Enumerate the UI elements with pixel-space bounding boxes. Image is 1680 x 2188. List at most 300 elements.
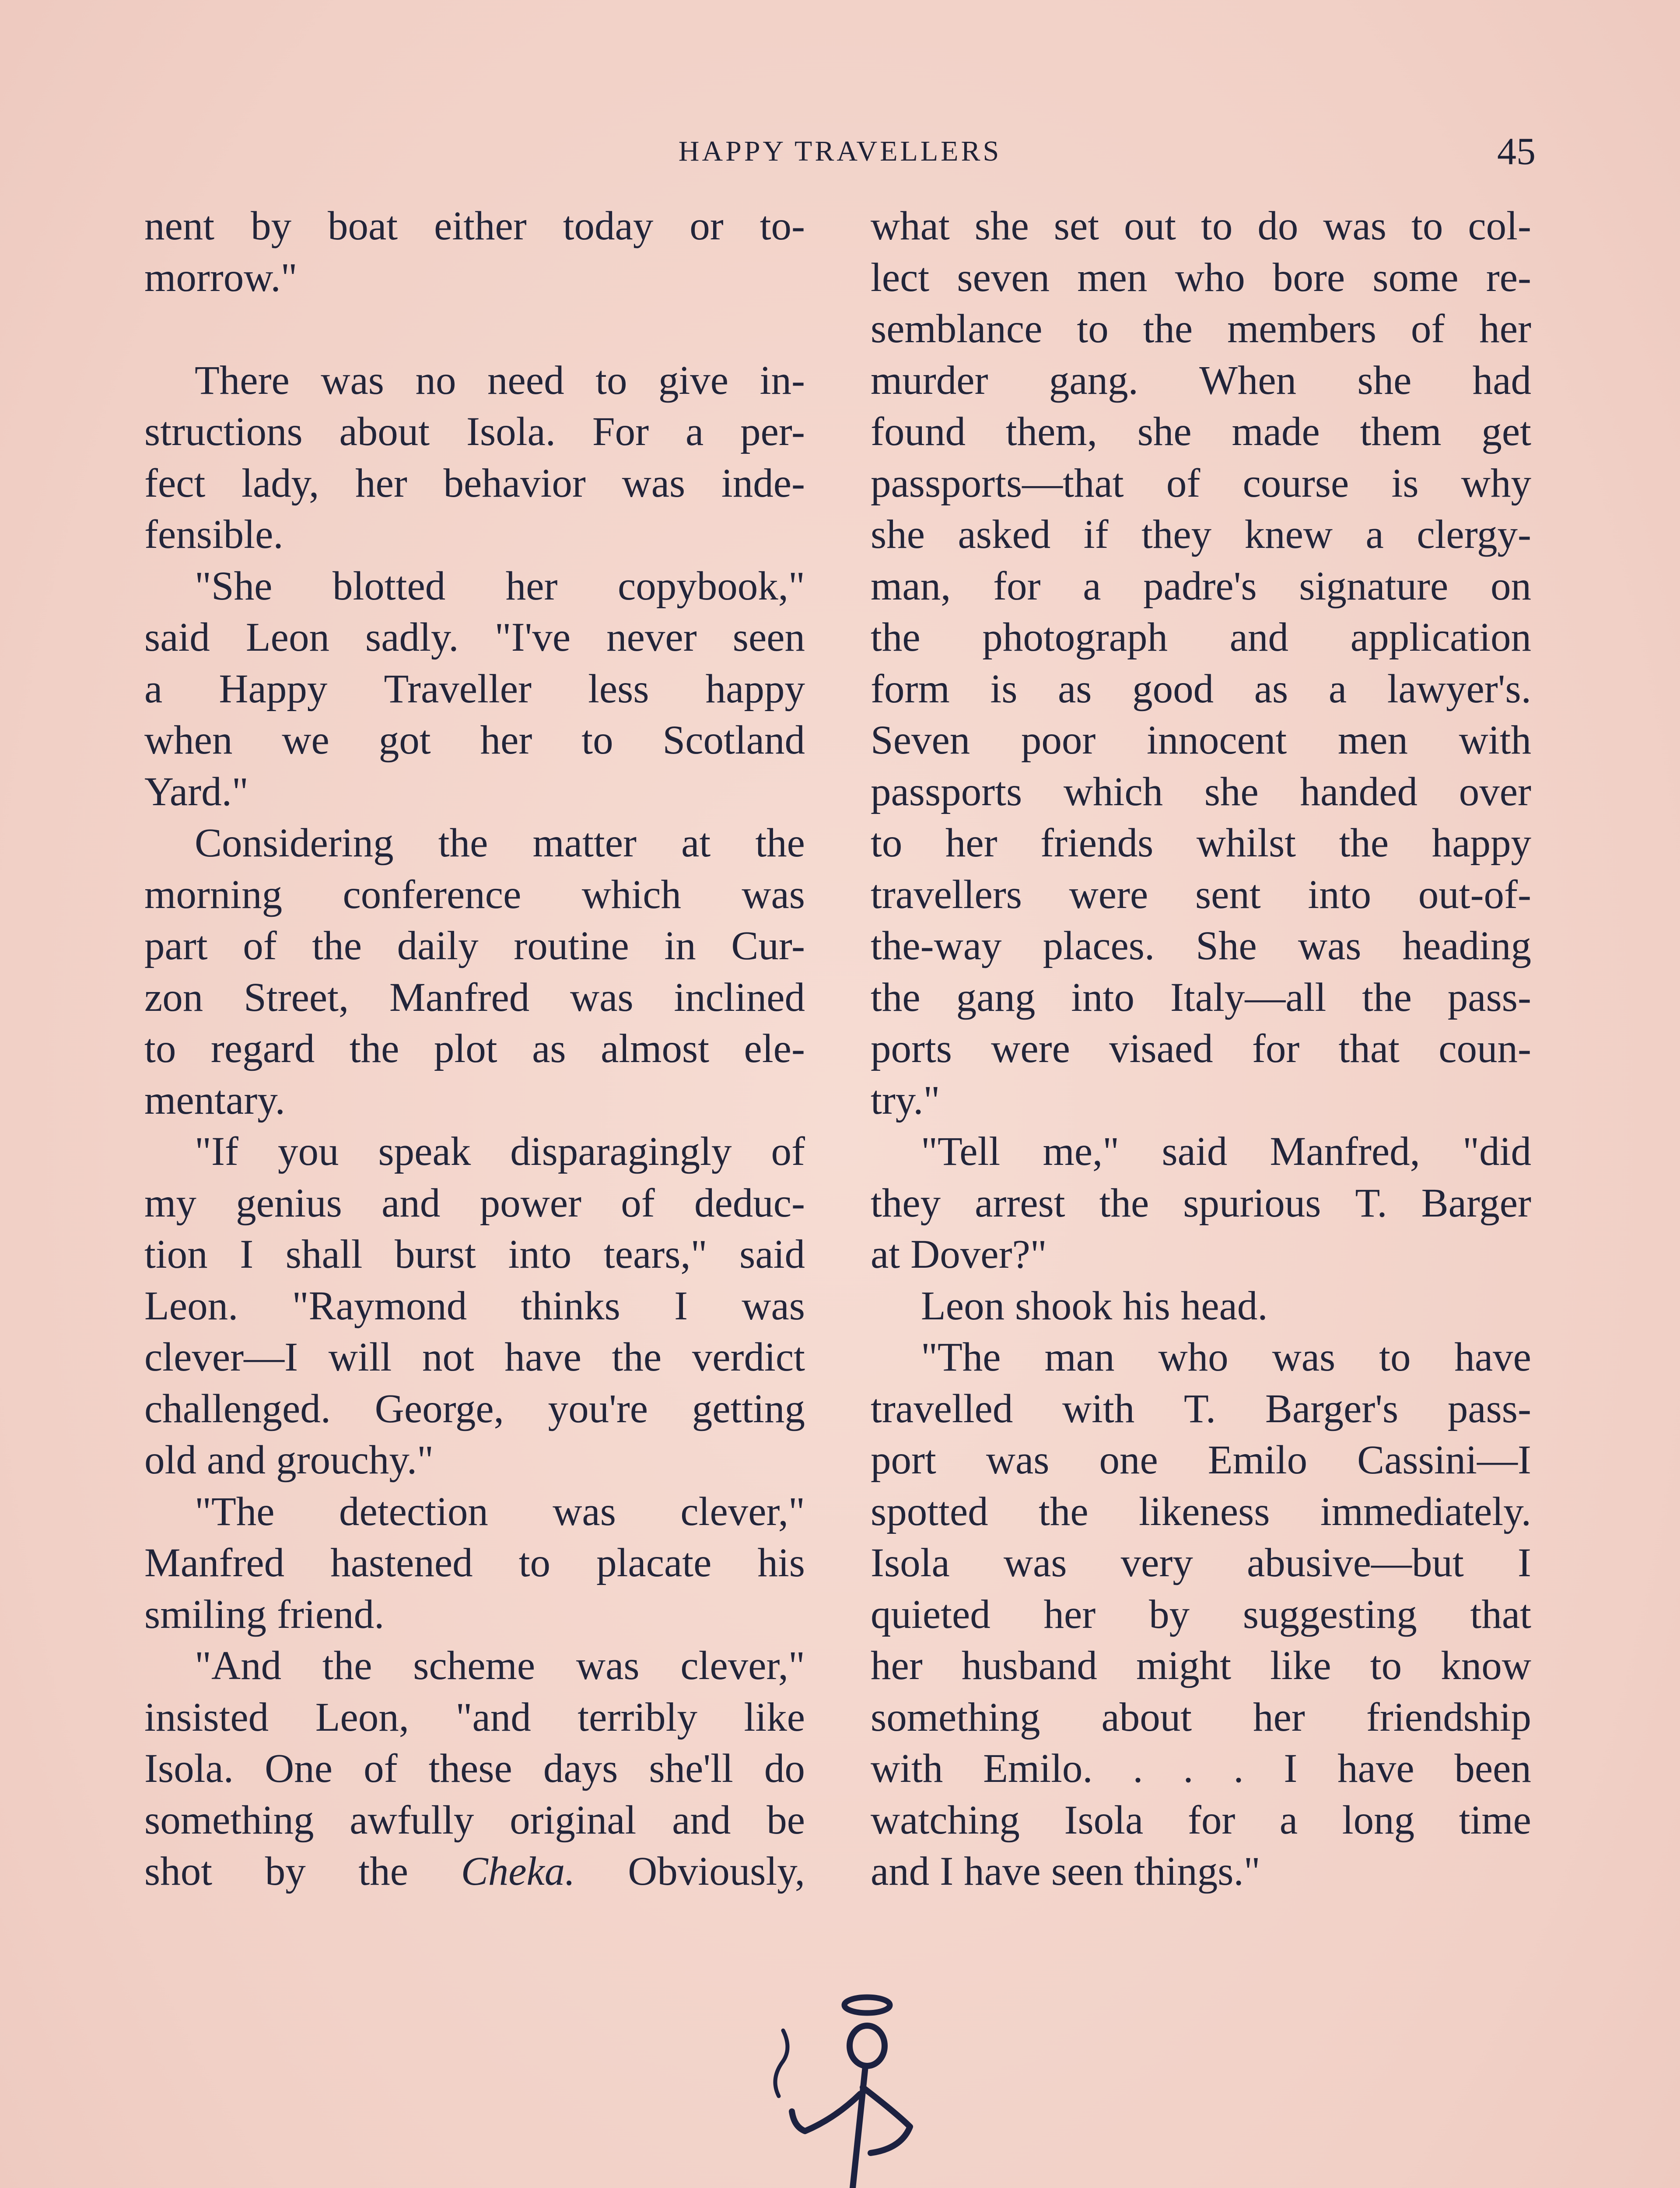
word: inde-	[721, 460, 805, 506]
word: "and	[455, 1694, 531, 1740]
word: re-	[1486, 255, 1531, 300]
word: was	[1323, 203, 1386, 249]
word: morrow."	[144, 255, 298, 300]
word: and	[1229, 615, 1289, 660]
word: with	[871, 1746, 943, 1791]
word: that	[1470, 1592, 1531, 1637]
word: friends	[1040, 820, 1154, 866]
word: her	[871, 1643, 923, 1688]
word: about	[1101, 1694, 1192, 1740]
word: "And	[195, 1643, 282, 1688]
word: the	[322, 1643, 372, 1688]
word: the	[1143, 306, 1193, 351]
word: out	[1124, 203, 1176, 249]
word: a	[685, 409, 704, 454]
word: scheme	[413, 1643, 536, 1688]
word: days	[543, 1746, 618, 1791]
word: why	[1461, 460, 1531, 506]
word: a	[1365, 512, 1384, 557]
word: pass-	[1447, 1386, 1531, 1431]
word: things."	[1134, 1849, 1260, 1894]
word: Emilo	[1208, 1438, 1308, 1483]
word: Isola.	[144, 1746, 234, 1791]
text-line	[144, 972, 805, 1024]
text-line	[144, 1537, 805, 1589]
word: over	[1459, 769, 1531, 814]
text-line	[144, 920, 805, 972]
word: what	[871, 203, 950, 249]
word: to	[595, 358, 627, 403]
word: I	[1517, 1540, 1531, 1585]
word: blotted	[332, 563, 446, 609]
word: Barger	[1421, 1180, 1531, 1226]
word: try."	[871, 1077, 940, 1123]
text-line	[871, 1692, 1531, 1743]
word: plot	[434, 1026, 497, 1071]
word: I	[1284, 1746, 1298, 1791]
word: shook	[1015, 1283, 1113, 1329]
word: Manfred	[389, 975, 530, 1020]
text-line	[871, 406, 1531, 458]
word: men	[1337, 718, 1408, 763]
word: lect	[871, 255, 930, 300]
word: getting	[692, 1386, 805, 1431]
word: ports	[871, 1026, 952, 1071]
text-line	[144, 1640, 805, 1692]
word: her	[480, 718, 532, 763]
word: to	[1077, 306, 1109, 351]
word: detection	[339, 1489, 488, 1534]
word: by	[251, 203, 292, 249]
word: they	[871, 1180, 941, 1226]
text-line	[144, 458, 805, 509]
word: his	[1123, 1283, 1170, 1329]
text-line	[871, 1383, 1531, 1435]
word: per-	[740, 409, 805, 454]
word: was	[622, 460, 686, 506]
word: Happy	[219, 666, 328, 712]
word: have	[504, 1335, 581, 1380]
word: port	[871, 1438, 936, 1483]
word: the	[612, 1335, 662, 1380]
word: of	[1410, 306, 1445, 351]
word: original	[510, 1797, 637, 1843]
word: give	[658, 358, 729, 403]
text-line	[871, 1178, 1531, 1229]
word: Cur-	[731, 923, 805, 968]
text-line	[144, 1692, 805, 1743]
word: the-way	[871, 923, 1002, 968]
word: of	[771, 1129, 805, 1174]
word: ele-	[744, 1026, 805, 1071]
text-line	[871, 509, 1531, 561]
word: was	[570, 975, 634, 1020]
word: Considering	[195, 820, 394, 866]
word: signature	[1299, 563, 1449, 609]
word: into	[1071, 975, 1134, 1020]
word: got	[378, 718, 431, 763]
word: shall	[285, 1232, 363, 1277]
word: is	[1391, 460, 1419, 506]
word: clever,"	[680, 1489, 805, 1534]
word: her	[355, 460, 407, 506]
word: burst	[395, 1232, 476, 1277]
word: Isola	[871, 1540, 950, 1585]
word: lawyer's.	[1387, 666, 1531, 712]
word: verdict	[692, 1335, 805, 1380]
text-line	[871, 1434, 1531, 1486]
text-line	[871, 715, 1531, 766]
word: conference	[343, 872, 522, 917]
word: to	[1411, 203, 1443, 249]
word: Obviously,	[628, 1849, 805, 1894]
word: tion	[144, 1232, 208, 1277]
word: she	[1137, 409, 1192, 454]
word: into	[1308, 872, 1372, 917]
text-line	[144, 1332, 805, 1383]
word: clever,"	[680, 1643, 805, 1688]
word: them,	[1005, 409, 1097, 454]
word: for	[1187, 1797, 1236, 1843]
text-line	[144, 1178, 805, 1229]
word: men	[1077, 255, 1148, 300]
word: lady,	[242, 460, 319, 506]
word: the	[871, 975, 920, 1020]
word: clergy-	[1417, 512, 1531, 557]
word: to	[1200, 203, 1233, 249]
word: visaed	[1109, 1026, 1213, 1071]
word: about	[339, 409, 430, 454]
word: places.	[1043, 923, 1155, 968]
word: gang.	[1049, 358, 1138, 403]
word: structions	[144, 409, 303, 454]
word: and	[672, 1797, 731, 1843]
word: When	[1199, 358, 1297, 403]
word: She	[1196, 923, 1257, 968]
word: she	[1357, 358, 1412, 403]
word: Seven	[871, 718, 970, 763]
word: sent	[1195, 872, 1261, 917]
word: she	[974, 203, 1029, 249]
word: morning	[144, 872, 283, 917]
word: clever—I	[144, 1335, 298, 1380]
word: daily	[397, 923, 479, 968]
word: T.	[1355, 1180, 1387, 1226]
word: you're	[548, 1386, 648, 1431]
word: have	[1337, 1746, 1414, 1791]
text-line	[871, 663, 1531, 715]
word: fect	[144, 460, 206, 506]
word: one	[1099, 1438, 1158, 1483]
text-line	[144, 1023, 805, 1075]
word: you	[277, 1129, 339, 1174]
text-line	[144, 1075, 805, 1126]
word: of	[243, 923, 277, 968]
word: hastened	[330, 1540, 473, 1585]
text-line	[144, 1229, 805, 1280]
text-line	[871, 355, 1531, 407]
text-line	[144, 1280, 805, 1332]
word: mentary.	[144, 1077, 285, 1123]
word: suggesting	[1242, 1592, 1417, 1637]
word: need	[487, 358, 564, 403]
word: get	[1481, 409, 1531, 454]
word: Leon	[245, 615, 329, 660]
word: poor	[1021, 718, 1096, 763]
word: semblance	[871, 306, 1043, 351]
text-line	[144, 561, 805, 612]
word: if	[1083, 512, 1109, 557]
text-line	[144, 1383, 805, 1435]
word: very	[1120, 1540, 1193, 1585]
word: padre's	[1143, 563, 1257, 609]
word: with	[1062, 1386, 1135, 1431]
word: challenged.	[144, 1386, 331, 1431]
word: friend.	[277, 1592, 385, 1637]
text-column-right	[871, 200, 1531, 1897]
word: when	[144, 718, 233, 763]
word: part	[144, 923, 208, 968]
word: was	[1272, 1335, 1336, 1380]
page-number: 45	[1497, 130, 1536, 173]
word: of	[1166, 460, 1200, 506]
text-line	[871, 1332, 1531, 1383]
word: them	[1360, 409, 1442, 454]
word: had	[1472, 358, 1531, 403]
text-line	[871, 1589, 1531, 1641]
word: something	[144, 1797, 314, 1843]
word: that	[1338, 1026, 1400, 1071]
word: her	[1479, 306, 1531, 351]
word: we	[282, 718, 329, 763]
word: in	[664, 923, 696, 968]
word: murder	[871, 358, 988, 403]
word: her	[1253, 1694, 1305, 1740]
text-line	[871, 1640, 1531, 1692]
text-line	[144, 1434, 805, 1486]
text-line	[144, 406, 805, 458]
text-line	[144, 715, 805, 766]
word: of	[621, 1180, 655, 1226]
word: For	[592, 409, 649, 454]
text-line	[871, 1229, 1531, 1280]
word: will	[328, 1335, 392, 1380]
word: application	[1350, 615, 1531, 660]
word: "I've	[494, 615, 571, 660]
word: for	[993, 563, 1041, 609]
text-line	[871, 920, 1531, 972]
word: something	[871, 1694, 1040, 1740]
word: is	[990, 666, 1018, 712]
word: the	[1038, 1489, 1088, 1534]
word: boat	[328, 203, 398, 249]
word: tears,"	[603, 1232, 707, 1277]
word: with	[1459, 718, 1531, 763]
word: was	[742, 872, 805, 917]
word: to	[871, 820, 903, 866]
word: which	[581, 872, 681, 917]
word: never	[606, 615, 697, 660]
text-line	[144, 1589, 805, 1641]
word: watching	[871, 1797, 1020, 1843]
word: Leon.	[144, 1283, 238, 1329]
word: man,	[871, 563, 951, 609]
word: "did	[1463, 1129, 1531, 1174]
word: have	[964, 1849, 1041, 1894]
word: were	[1069, 872, 1148, 917]
word: regard	[210, 1026, 315, 1071]
word: found	[871, 409, 966, 454]
word: terribly	[578, 1694, 698, 1740]
text-line	[871, 458, 1531, 509]
word: form	[871, 666, 950, 712]
word: deduc-	[694, 1180, 805, 1226]
word: "If	[195, 1129, 238, 1174]
word: to	[144, 1026, 176, 1071]
text-line	[144, 1795, 805, 1846]
word: who	[1158, 1335, 1228, 1380]
word: was	[1298, 923, 1362, 968]
word: passports—that	[871, 460, 1124, 506]
text-line	[871, 1023, 1531, 1075]
text-line	[144, 817, 805, 869]
word: of	[364, 1746, 398, 1791]
word: she	[871, 512, 925, 557]
text-line	[144, 663, 805, 715]
running-head: HAPPY TRAVELLERS	[678, 135, 1002, 167]
text-line	[871, 1126, 1531, 1178]
word: she'll	[649, 1746, 733, 1791]
word: Cassini—I	[1357, 1438, 1531, 1483]
word: like	[744, 1694, 805, 1740]
word: the	[358, 1849, 409, 1894]
word: Italy—all	[1170, 975, 1326, 1020]
word: the	[1099, 1180, 1149, 1226]
word: the	[438, 820, 488, 866]
word: happy	[1432, 820, 1531, 866]
page-header	[144, 130, 1536, 178]
word: heading	[1402, 923, 1531, 968]
word: smiling	[144, 1592, 267, 1637]
word: sadly.	[365, 615, 459, 660]
word: awfully	[350, 1797, 474, 1843]
word: head.	[1180, 1283, 1268, 1329]
word: said	[144, 615, 210, 660]
text-line	[144, 509, 805, 561]
word: to	[1370, 1643, 1402, 1688]
word: or	[690, 203, 724, 249]
text-line	[871, 1075, 1531, 1126]
word: routine	[514, 923, 629, 968]
word: fensible.	[144, 512, 284, 557]
word: have	[1454, 1335, 1531, 1380]
word: husband	[961, 1643, 1097, 1688]
word: Yard."	[144, 769, 248, 814]
word: coun-	[1438, 1026, 1531, 1071]
word: man	[1044, 1335, 1115, 1380]
word: know	[1441, 1643, 1531, 1688]
word: knew	[1244, 512, 1333, 557]
word: less	[588, 666, 649, 712]
text-line	[871, 972, 1531, 1024]
word: members	[1227, 306, 1376, 351]
word: I	[940, 1849, 954, 1894]
word: his	[757, 1540, 805, 1585]
word: quieted	[871, 1592, 990, 1637]
saint-stick-figure-icon	[752, 1987, 928, 2188]
word: today	[563, 203, 654, 249]
word: insisted	[144, 1694, 269, 1740]
word: either	[434, 203, 527, 249]
word: a	[1328, 666, 1347, 712]
word: Leon,	[315, 1694, 410, 1740]
word: these	[428, 1746, 512, 1791]
word: Emilo.	[983, 1746, 1093, 1791]
word: at	[681, 820, 711, 866]
word: happy	[705, 666, 805, 712]
word: was	[321, 358, 384, 403]
word: asked	[958, 512, 1051, 557]
word: me,"	[1043, 1129, 1120, 1174]
text-line	[871, 869, 1531, 921]
word: they	[1141, 512, 1212, 557]
word: to	[581, 718, 613, 763]
word: the	[755, 820, 805, 866]
text-line	[871, 1280, 1531, 1332]
word: been	[1454, 1746, 1531, 1791]
text-line	[144, 303, 805, 355]
word: speak	[378, 1129, 471, 1174]
word: T.	[1184, 1386, 1216, 1431]
word: was	[553, 1489, 616, 1534]
word: inclined	[674, 975, 805, 1020]
word: might	[1136, 1643, 1232, 1688]
text-line	[871, 1846, 1531, 1897]
text-line	[871, 200, 1531, 252]
word: likeness	[1138, 1489, 1270, 1534]
word: and	[382, 1180, 441, 1226]
text-line	[144, 355, 805, 407]
word: abusive—but	[1246, 1540, 1464, 1585]
word: .	[1183, 1746, 1194, 1791]
word: arrest	[975, 1180, 1065, 1226]
word: gang	[956, 975, 1036, 1020]
word: into	[508, 1232, 572, 1277]
word: matter	[532, 820, 637, 866]
word: who	[1175, 255, 1245, 300]
word: "Tell	[921, 1129, 1001, 1174]
text-line	[144, 1126, 805, 1178]
text-line	[144, 1846, 805, 1897]
word: innocent	[1147, 718, 1287, 763]
word: shot	[144, 1849, 213, 1894]
word: Leon	[921, 1283, 1005, 1329]
word: as	[1058, 666, 1092, 712]
word: by	[1149, 1592, 1190, 1637]
word: like	[1270, 1643, 1331, 1688]
word: was	[1003, 1540, 1067, 1585]
word: friendship	[1366, 1694, 1531, 1740]
word: which	[1063, 769, 1163, 814]
word: to	[1379, 1335, 1411, 1380]
word: "The	[195, 1489, 275, 1534]
word: grouchy."	[276, 1438, 434, 1483]
word: handed	[1300, 769, 1418, 814]
word: almost	[601, 1026, 710, 1071]
word: no	[415, 358, 456, 403]
word: Isola.	[466, 409, 556, 454]
word: old	[144, 1438, 196, 1483]
